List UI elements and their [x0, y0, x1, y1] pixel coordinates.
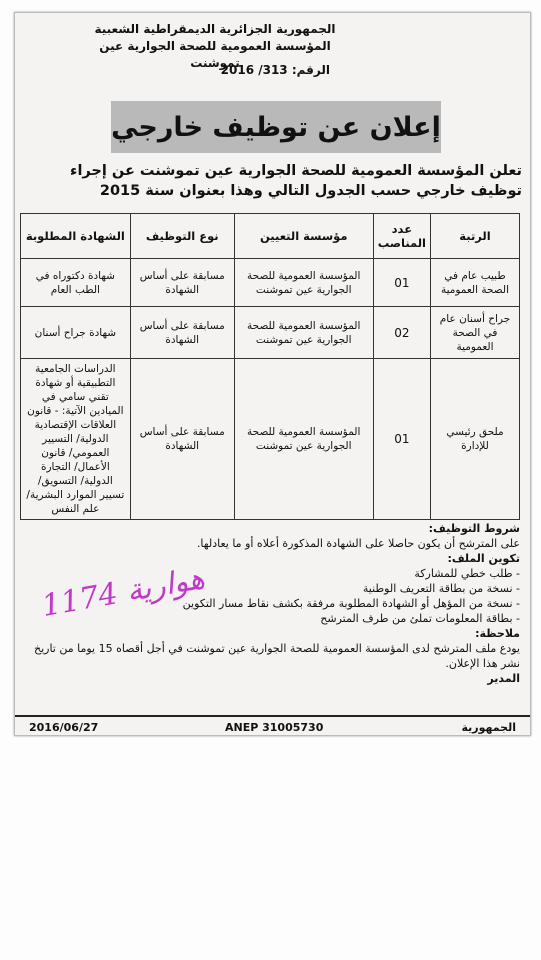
note-heading: ملاحظة: — [475, 627, 520, 640]
table-row — [21, 259, 520, 307]
conditions-heading: شروط التوظيف: — [428, 522, 520, 535]
cell-institution: المؤسسة العمومية للصحة الجوارية عين تموشنت — [234, 359, 373, 520]
intro-paragraph: تعلن المؤسسة العمومية للصحة الجوارية عين تموشنت عن إجراء توظيف خارجي حسب الجدول التالي وهذا بعنوان سنة 2015 — [70, 163, 522, 199]
cell-grade: جراح أسنان عام في الصحة العمومية — [431, 307, 520, 359]
cell-count: 01 — [373, 359, 430, 520]
file-item: - نسخة من المؤهل أو الشهادة المطلوبة مرفقة بكشف نقاط مسار التكوين — [182, 597, 520, 610]
cell-grade: ملحق رئيسي للإدارة — [431, 359, 520, 520]
file-item: - بطاقة المعلومات تملئ من طرف المترشح — [320, 612, 520, 625]
cell-type: مسابقة على أساس الشهادة — [130, 359, 234, 520]
file-item: - طلب خطي للمشاركة — [414, 567, 520, 580]
col-grade: الرتبة — [431, 214, 520, 259]
cell-count: 02 — [373, 307, 430, 359]
signature: المدير — [487, 672, 520, 685]
cell-diploma: الدراسات الجامعية التطبيقية أو شهادة تقني سامي في الميادين الآتية: - قانون العلاقات الإقتصادية الدولية/ التسيير العمومي/ قانون الأعمال/ التجارة الدولية/ التسويق/ تسيير الموارد البشرية/ علم النفس — [21, 359, 131, 520]
header-line-2: المؤسسة العمومية للصحة الجوارية عين تموشنت — [99, 39, 331, 70]
cell-diploma: شهادة جراح أسنان — [21, 307, 131, 359]
cell-type: مسابقة على أساس الشهادة — [130, 259, 234, 307]
positions-table — [20, 213, 520, 520]
header-line-1: الجمهورية الجزائرية الديمقراطية الشعبية — [94, 22, 336, 36]
cell-grade: طبيب عام في الصحة العمومية — [431, 259, 520, 307]
cell-count: 01 — [373, 259, 430, 307]
file-heading: تكوين الملف: — [447, 552, 520, 565]
col-institution: مؤسسة التعيين — [234, 214, 373, 259]
cell-diploma: شهادة دكتوراه في الطب العام — [21, 259, 131, 307]
reference-number: الرقم: 313/ 2016 — [220, 63, 330, 77]
note-text: يودع ملف المترشح لدى المؤسسة العمومية للصحة الجوارية عين تموشنت في أجل أقصاه 15 يوما من تاريخ نشر هذا الإعلان. — [33, 642, 520, 670]
col-type: نوع التوظيف — [130, 214, 234, 259]
col-diploma: الشهادة المطلوبة — [21, 214, 131, 259]
newspaper-footer — [15, 715, 530, 735]
newspaper-clipping — [14, 12, 531, 736]
footer-anep: ANEP 31005730 — [225, 721, 324, 734]
handwritten-note: هوارية 1174 — [39, 560, 208, 625]
cell-institution: المؤسسة العمومية للصحة الجوارية عين تموشنت — [234, 307, 373, 359]
cell-institution: المؤسسة العمومية للصحة الجوارية عين تموشنت — [234, 259, 373, 307]
announcement-title: إعلان عن توظيف خارجي — [111, 101, 441, 153]
table-header-row — [21, 214, 520, 259]
col-count: عدد المناصب — [373, 214, 430, 259]
table-row — [21, 359, 520, 520]
conditions-text: على المترشح أن يكون حاصلا على الشهادة المذكورة أعلاه أو ما يعادلها. — [196, 537, 520, 550]
table-row — [21, 307, 520, 359]
footer-date: 2016/06/27 — [29, 721, 99, 734]
cell-type: مسابقة على أساس الشهادة — [130, 307, 234, 359]
file-item: - نسخة من بطاقة التعريف الوطنية — [362, 582, 520, 595]
footer-paper-name: الجمهورية — [461, 721, 516, 734]
